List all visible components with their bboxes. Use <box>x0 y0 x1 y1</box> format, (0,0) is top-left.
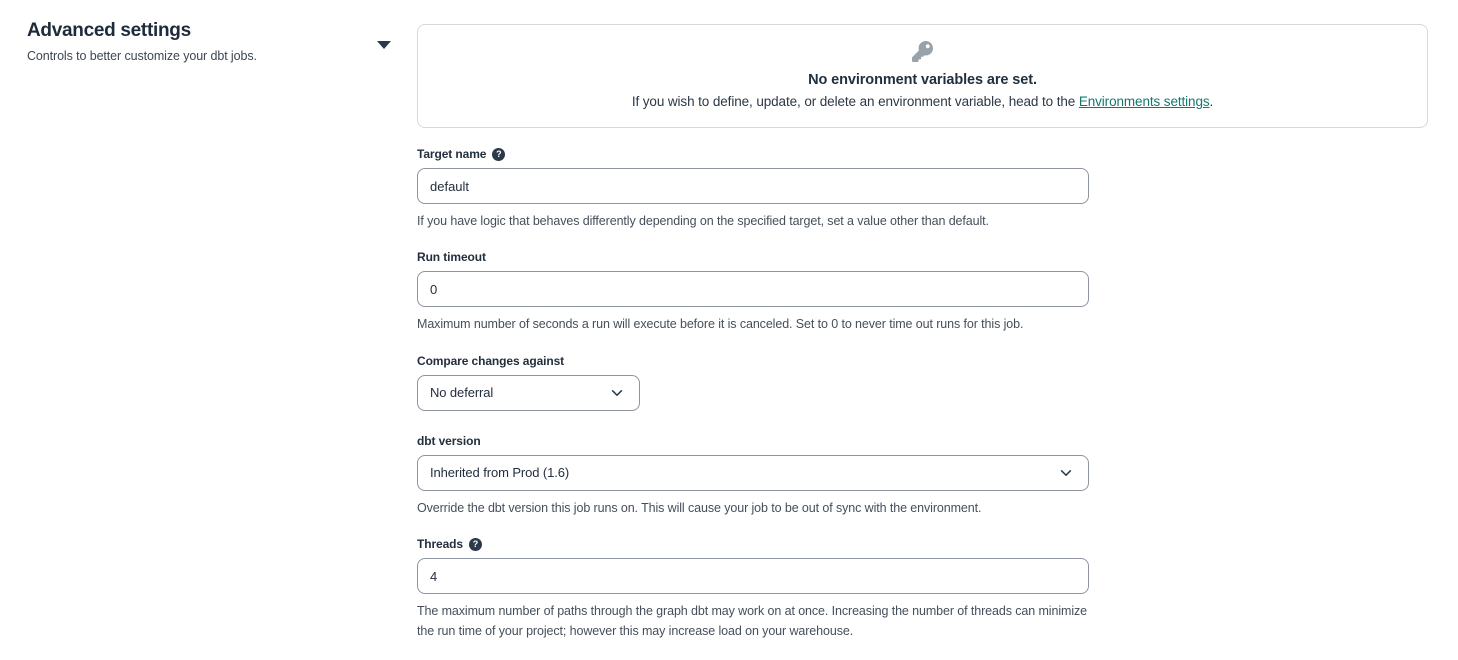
field-dbt-version <box>417 434 1089 518</box>
threads-label-row <box>417 537 1089 551</box>
chevron-down-icon <box>1059 466 1073 480</box>
compare-changes-selected-value: No deferral <box>430 385 494 401</box>
env-vars-empty-title: No environment variables are set. <box>808 72 1037 88</box>
key-icon <box>912 41 933 62</box>
threads-label: Threads <box>417 537 463 552</box>
environments-settings-link[interactable]: Environments settings <box>1078 94 1210 109</box>
advanced-settings-form <box>417 24 1428 660</box>
env-vars-empty-card <box>417 24 1428 128</box>
threads-input[interactable] <box>417 558 1089 594</box>
threads-help-icon[interactable]: ? <box>469 538 482 551</box>
target-name-help-icon[interactable]: ? <box>492 148 505 161</box>
run-timeout-help-text: Maximum number of seconds a run will execute before it is canceled. Set to 0 to never time out runs for this job. <box>417 317 1024 332</box>
field-compare-changes-against <box>417 354 1089 411</box>
run-timeout-label: Run timeout <box>417 250 486 265</box>
chevron-down-icon <box>610 386 624 400</box>
target-name-label-row <box>417 147 1089 161</box>
threads-help-text: The maximum number of paths through the graph dbt may work on at once. Increasing the number of threads can minimize the run time of your project; however this may increase load on your warehouse. <box>417 604 1087 638</box>
env-vars-message-prefix: If you wish to define, update, or delete an environment variable, head to the <box>631 94 1079 109</box>
run-timeout-input[interactable] <box>417 271 1089 307</box>
env-vars-message-suffix: . <box>1209 94 1214 109</box>
page-title: Advanced settings <box>27 20 191 41</box>
compare-changes-label-row <box>417 354 1089 368</box>
compare-changes-label: Compare changes against <box>417 353 565 368</box>
dbt-version-selected-value: Inherited from Prod (1.6) <box>430 465 570 481</box>
target-name-help-text: If you have logic that behaves differently depending on the specified target, set a value other than default. <box>417 214 989 228</box>
collapse-section-icon[interactable] <box>377 41 391 49</box>
compare-changes-select[interactable] <box>417 375 640 411</box>
field-threads <box>417 537 1089 641</box>
run-timeout-label-row <box>417 250 1089 264</box>
field-run-timeout <box>417 250 1089 334</box>
dbt-version-help-text: Override the dbt version this job runs on. This will cause your job to be out of sync with the environment. <box>417 500 982 515</box>
env-vars-empty-message <box>438 94 1407 109</box>
target-name-input[interactable] <box>417 168 1089 204</box>
dbt-version-label-row <box>417 434 1089 448</box>
target-name-label: Target name <box>417 147 487 161</box>
dbt-version-label: dbt version <box>417 433 481 448</box>
fields-container <box>417 147 1089 641</box>
page-subtitle: Controls to better customize your dbt jobs. <box>27 49 257 63</box>
dbt-version-select[interactable] <box>417 455 1089 491</box>
section-header <box>27 20 390 63</box>
field-target-name <box>417 147 1089 231</box>
